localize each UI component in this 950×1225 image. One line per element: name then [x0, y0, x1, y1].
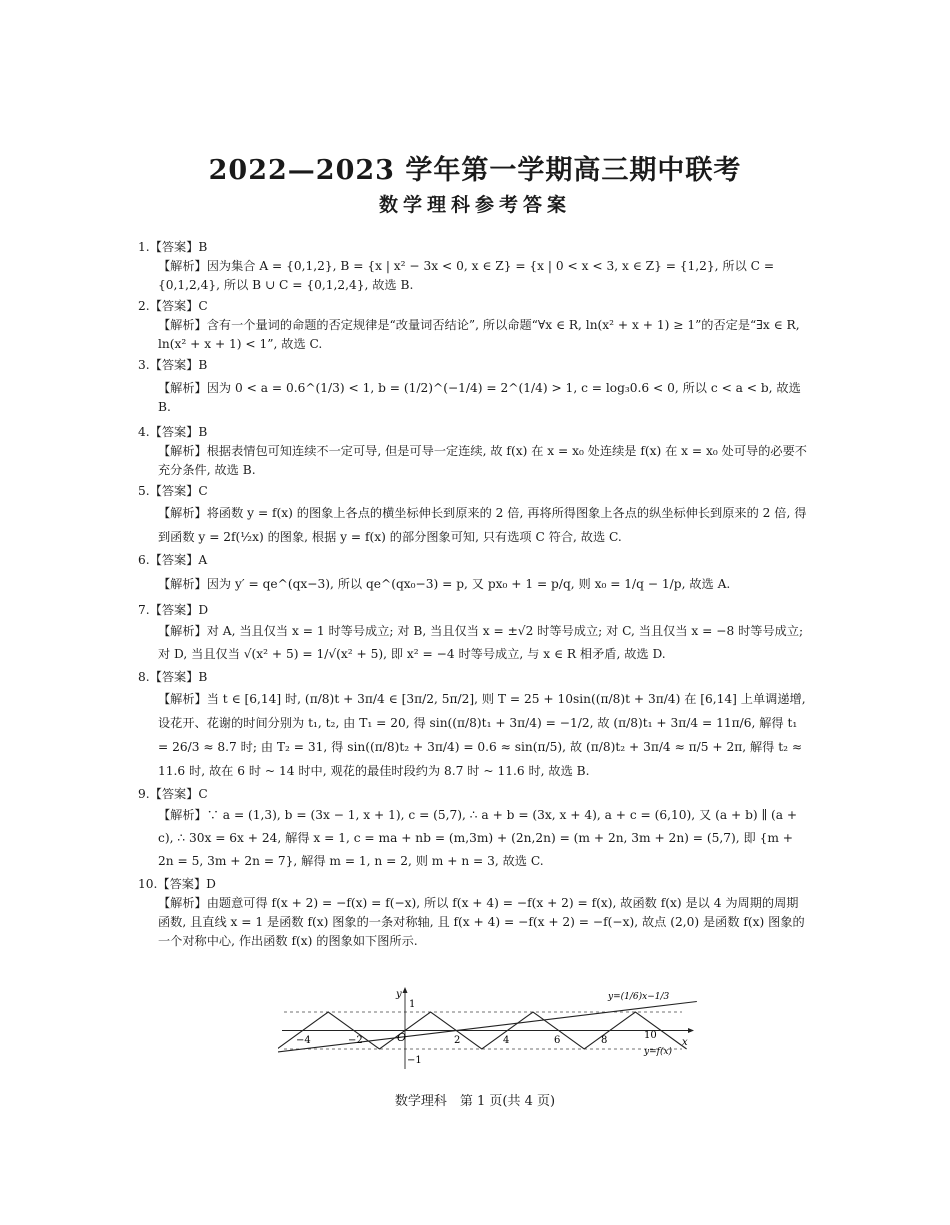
- analysis-text: 【解析】含有一个量词的命题的否定规律是“改量词否结论”, 所以命题“∀x ∈ R, ln(x² + x + 1) ≥ 1”的否定是“∃x ∈ R, ln(x² + x + 1) < 1”, 故选 C.: [158, 318, 800, 351]
- answer-line: 3.【答案】B: [138, 358, 208, 372]
- function-graph: [278, 985, 698, 1073]
- x-tick-6: 6: [554, 1035, 561, 1046]
- analysis-text: 【解析】将函数 y = f(x) 的图象上各点的横坐标伸长到原来的 2 倍, 再将所得图象上各点的纵坐标伸长到原来的 2 倍, 得到函数 y = 2f(½x) 的图象, 根据 y = f(x) 的部分图象可知, 只有选项 C 符合, 故选 C.: [158, 506, 807, 544]
- answer-item-6: [138, 551, 810, 599]
- analysis-text: 【解析】对 A, 当且仅当 x = 1 时等号成立; 对 B, 当且仅当 x = ±√2 时等号成立; 对 C, 当且仅当 x = −8 时等号成立; 对 D, 当且仅当 √(x² + 5) = 1/√(x² + 5), 即 x² = −4 时等号成立, 与 x ∈ R 相矛盾, 故选 D.: [158, 624, 804, 661]
- analysis-text: 【解析】由题意可得 f(x + 2) = −f(x) = f(−x), 所以 f(x + 4) = −f(x + 2) = f(x), 故函数 f(x) 是以 4 为周期的周期函数, 且直线 x = 1 是函数 f(x) 图象的一条对称轴, 且 f(x + 4) = −f(x + 2) = −f(−x), 故点 (2,0) 是函数 f(x) 图象的一个对称中心, 作出函数 f(x) 的图象如下图所示.: [158, 896, 805, 948]
- line-label: y=(1/6)x−1/3: [608, 992, 670, 1002]
- answer-line: 2.【答案】C: [138, 299, 208, 313]
- y-axis-label: y: [396, 989, 402, 1000]
- analysis-text: 【解析】∵ a = (1,3), b = (3x − 1, x + 1), c = (5,7), ∴ a + b = (3x, x + 4), a + c = (6,10), 又 (a + b) ∥ (a + c), ∴ 30x = 6x + 24, 解得 x = 1, c = ma + nb = (m,3m) + (2n,2n) = (m + 2n, 3m + 2n) = (5,7), 即 {m + 2n = 5, 3m + 2n = 7}, 解得 m = 1, n = 2, 则 m + n = 3, 故选 C.: [158, 808, 798, 868]
- answer-line: 5.【答案】C: [138, 484, 208, 498]
- answer-item-5: [138, 482, 810, 549]
- page-subtitle: 数学理科参考答案: [378, 194, 571, 216]
- y-tick-1: 1: [409, 999, 416, 1010]
- answer-line: 9.【答案】C: [138, 787, 208, 801]
- page-footer: 数学理科 第 1 页(共 4 页): [394, 1094, 556, 1109]
- x-tick-10: 10: [644, 1030, 657, 1041]
- x-tick-8: 8: [601, 1035, 608, 1046]
- y-axis-arrow: [403, 987, 408, 993]
- line-g: [278, 1002, 697, 1054]
- analysis-text: 【解析】因为集合 A = {0,1,2}, B = {x | x² − 3x < 0, x ∈ Z} = {x | 0 < x < 3, x ∈ Z} = {1,2}, 所以 C = {0,1,2,4}, 所以 B ∪ C = {0,1,2,4}, 故选 B.: [158, 259, 775, 292]
- answer-item-2: [138, 297, 810, 354]
- x-tick-2: 2: [454, 1035, 461, 1046]
- x-tick-neg2: −2: [348, 1035, 363, 1046]
- answer-item-8: [138, 668, 810, 783]
- x-tick-neg4: −4: [296, 1035, 311, 1046]
- answer-list: [138, 238, 810, 953]
- answer-line: 4.【答案】B: [138, 425, 208, 439]
- answer-item-9: [138, 785, 810, 873]
- y-tick-neg1: −1: [407, 1055, 422, 1066]
- x-axis-label: x: [682, 1037, 688, 1048]
- answer-item-3: [138, 356, 810, 421]
- answer-item-1: [138, 238, 810, 295]
- answer-line: 1.【答案】B: [138, 240, 208, 254]
- x-tick-4: 4: [503, 1035, 510, 1046]
- analysis-text: 【解析】因为 y′ = qe^(qx−3), 所以 qe^(qx₀−3) = p, 又 px₀ + 1 = p/q, 则 x₀ = 1/q − 1/p, 故选 A.: [158, 577, 731, 591]
- origin-label: O: [397, 1031, 407, 1044]
- analysis-text: 【解析】因为 0 < a = 0.6^(1/3) < 1, b = (1/2)^(−1/4) = 2^(1/4) > 1, c = log₃0.6 < 0, 所以 c < a < b, 故选 B.: [158, 381, 801, 414]
- answer-line: 8.【答案】B: [138, 670, 208, 684]
- analysis-text: 【解析】当 t ∈ [6,14] 时, (π/8)t + 3π/4 ∈ [3π/2, 5π/2], 则 T = 25 + 10sin((π/8)t + 3π/4) 在 [6,14] 上单调递增, 设花开、花谢的时间分别为 t₁, t₂, 由 T₁ = 20, 得 sin((π/8)t₁ + 3π/4) = −1/2, 故 (π/8)t₁ + 3π/4 = 11π/6, 解得 t₁ = 26/3 ≈ 8.7 时; 由 T₂ = 31, 得 sin((π/8)t₂ + 3π/4) = 0.6 ≈ sin(π/5), 故 (π/8)t₂ + 3π/4 ≈ π/5 + 2π, 解得 t₂ ≈ 11.6 时, 故在 6 时 ~ 14 时中, 观花的最佳时段约为 8.7 时 ~ 11.6 时, 故选 B.: [158, 692, 806, 778]
- answer-item-7: [138, 601, 810, 666]
- answer-item-10: [138, 875, 810, 951]
- curve-label: y=f(x): [644, 1047, 673, 1057]
- analysis-text: 【解析】根据表情包可知连续不一定可导, 但是可导一定连续, 故 f(x) 在 x = x₀ 处连续是 f(x) 在 x = x₀ 处可导的必要不充分条件, 故选 B.: [158, 444, 807, 477]
- page-title: 2022—2023 学年第一学期高三期中联考: [208, 155, 742, 186]
- answer-item-4: [138, 423, 810, 480]
- answer-line: 10.【答案】D: [138, 877, 216, 891]
- answer-line: 7.【答案】D: [138, 603, 209, 617]
- x-axis-arrow: [688, 1028, 694, 1033]
- answer-line: 6.【答案】A: [138, 553, 208, 567]
